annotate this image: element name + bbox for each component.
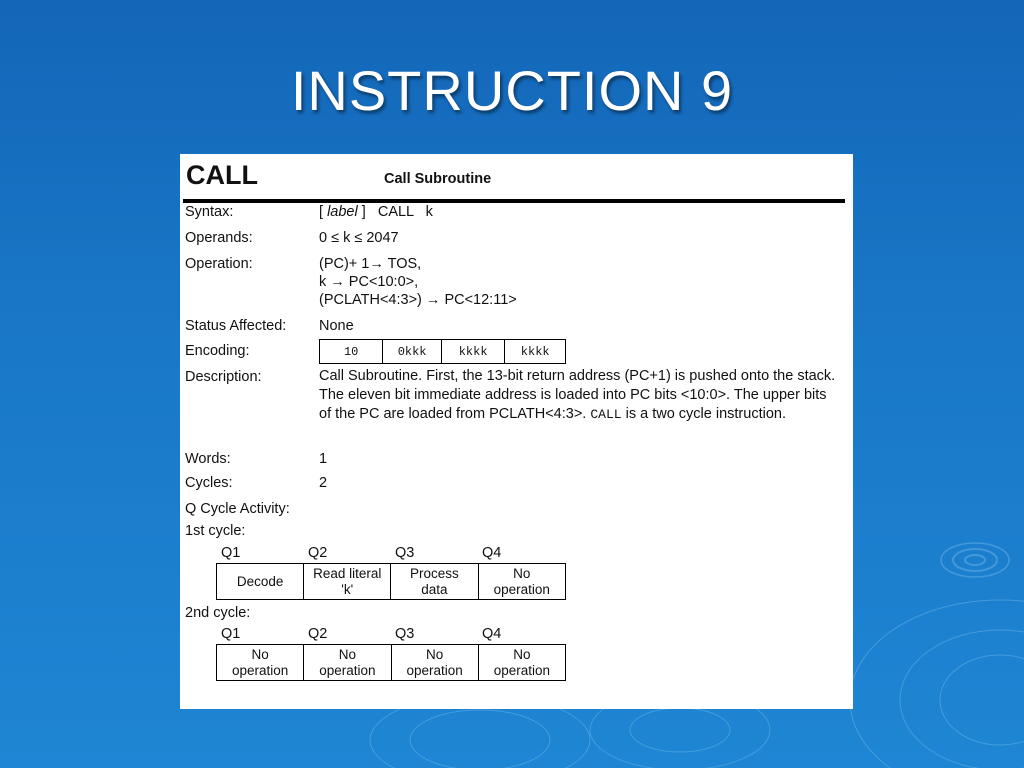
q-header: Q2 [308,626,328,642]
syntax-value [319,204,433,220]
cycle2-table [216,644,566,681]
q-cell: No operation [217,645,304,681]
q-cell: No operation [478,645,565,681]
words-label: Words: [185,451,231,467]
q-cell: Decode [217,564,304,600]
q-cell: Process data [391,564,478,600]
words-value: 1 [319,451,328,467]
instruction-sheet [180,154,853,709]
status-label: Status Affected: [185,318,287,334]
syntax-label: Syntax: [185,204,234,220]
status-value: None [319,318,354,334]
q-cell: No operation [391,645,478,681]
instruction-full-name: Call Subroutine [384,171,492,187]
operands-label: Operands: [185,230,253,246]
q-header: Q1 [221,626,241,642]
q-cell: No operation [304,645,391,681]
cycle1-table [216,563,566,600]
q-header: Q2 [308,545,328,561]
header-rule [183,199,845,203]
encoding-cell: kkkk [441,340,505,364]
q-header: Q3 [395,626,415,642]
description-part-1: Call Subroutine. First, the 13-bit return address (PC+1) is pushed onto the stack. The eleven bit immediate address is loaded into PC bits <10:0>. The upper bits of the PC are loaded from PCLATH<4:3>. [319,368,836,422]
operands-value: 0 ≤ k ≤ 2047 [319,230,399,246]
q-cell: Read literal 'k' [304,564,391,600]
operation-line-1: (PC)+ 1→ TOS, [319,256,422,272]
description-part-2: is a two cycle instruction. [621,406,786,422]
encoding-cell: 10 [320,340,383,364]
syntax-label-italic: label [327,204,358,220]
encoding-label: Encoding: [185,343,250,359]
description-code: CALL [590,407,622,422]
q-header: Q4 [482,545,502,561]
instruction-mnemonic: CALL [186,160,258,190]
cycles-label: Cycles: [185,475,233,491]
operation-line-3: (PCLATH<4:3>) → PC<12:11> [319,292,517,308]
operation-line-2: k → PC<10:0>, [319,274,419,290]
q-cell: No operation [478,564,565,600]
cycle2-label: 2nd cycle: [185,605,251,621]
encoding-table [319,339,566,364]
encoding-cell: 0kkk [383,340,442,364]
syntax-open: [ [319,204,328,220]
q-header: Q1 [221,545,241,561]
syntax-rest: ] CALL k [357,204,433,220]
description-text [319,367,839,424]
operation-label: Operation: [185,256,253,272]
q-activity-label: Q Cycle Activity: [185,501,290,517]
encoding-cell: kkkk [505,340,566,364]
cycle1-label: 1st cycle: [185,523,246,539]
description-label: Description: [185,369,262,385]
slide-title: INSTRUCTION 9 [290,59,734,122]
cycles-value: 2 [319,475,328,491]
q-header: Q3 [395,545,415,561]
q-header: Q4 [482,626,502,642]
